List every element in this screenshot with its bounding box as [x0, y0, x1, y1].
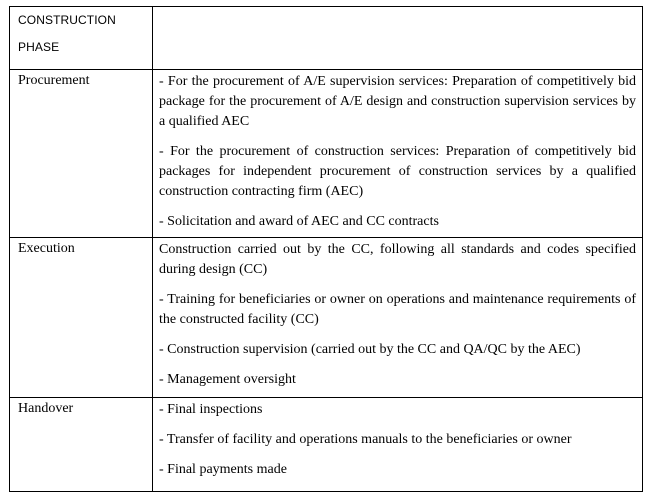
phase-cell [10, 398, 153, 492]
activity-item: - For the procurement of construction services: Preparation of competitively bid packages for independent procurement of construction services by a qualified construction contracting firm (AEC) [159, 144, 636, 199]
table-row-handover [10, 398, 643, 492]
header-phase-cell [10, 7, 153, 70]
activity-item: - Construction supervision (carried out by the CC and QA/QC by the AEC) [159, 342, 581, 357]
header-label-line1: CONSTRUCTION [18, 13, 116, 27]
activity-item: - Solicitation and award of AEC and CC contracts [159, 214, 439, 229]
table-row-execution [10, 238, 643, 398]
header-row [10, 7, 643, 70]
activity-item: - Management oversight [159, 372, 296, 387]
activity-item: - Training for beneficiaries or owner on operations and maintenance requirements of the constructed facility (CC) [159, 292, 636, 327]
phase-name-execution: Execution [18, 241, 75, 256]
activities-cell [153, 398, 643, 492]
header-label-line2: PHASE [18, 40, 60, 54]
phase-name-procurement: Procurement [18, 73, 90, 88]
activity-item: - Transfer of facility and operations manuals to the beneficiaries or owner [159, 432, 572, 447]
activity-item: - Final payments made [159, 462, 287, 477]
header-description-cell [153, 7, 643, 70]
activity-item: - Final inspections [159, 402, 263, 417]
activity-item: Construction carried out by the CC, following all standards and codes specified during design (CC) [159, 242, 636, 277]
phase-cell [10, 70, 153, 238]
table-row-procurement [10, 70, 643, 238]
phase-cell [10, 238, 153, 398]
activities-cell [153, 238, 643, 398]
construction-phase-table [9, 6, 643, 492]
activity-item: - For the procurement of A/E supervision services: Preparation of competitively bid package for the procurement of A/E design and construction supervision services by a qualified AEC [159, 74, 636, 129]
activities-cell [153, 70, 643, 238]
phase-name-handover: Handover [18, 401, 74, 416]
